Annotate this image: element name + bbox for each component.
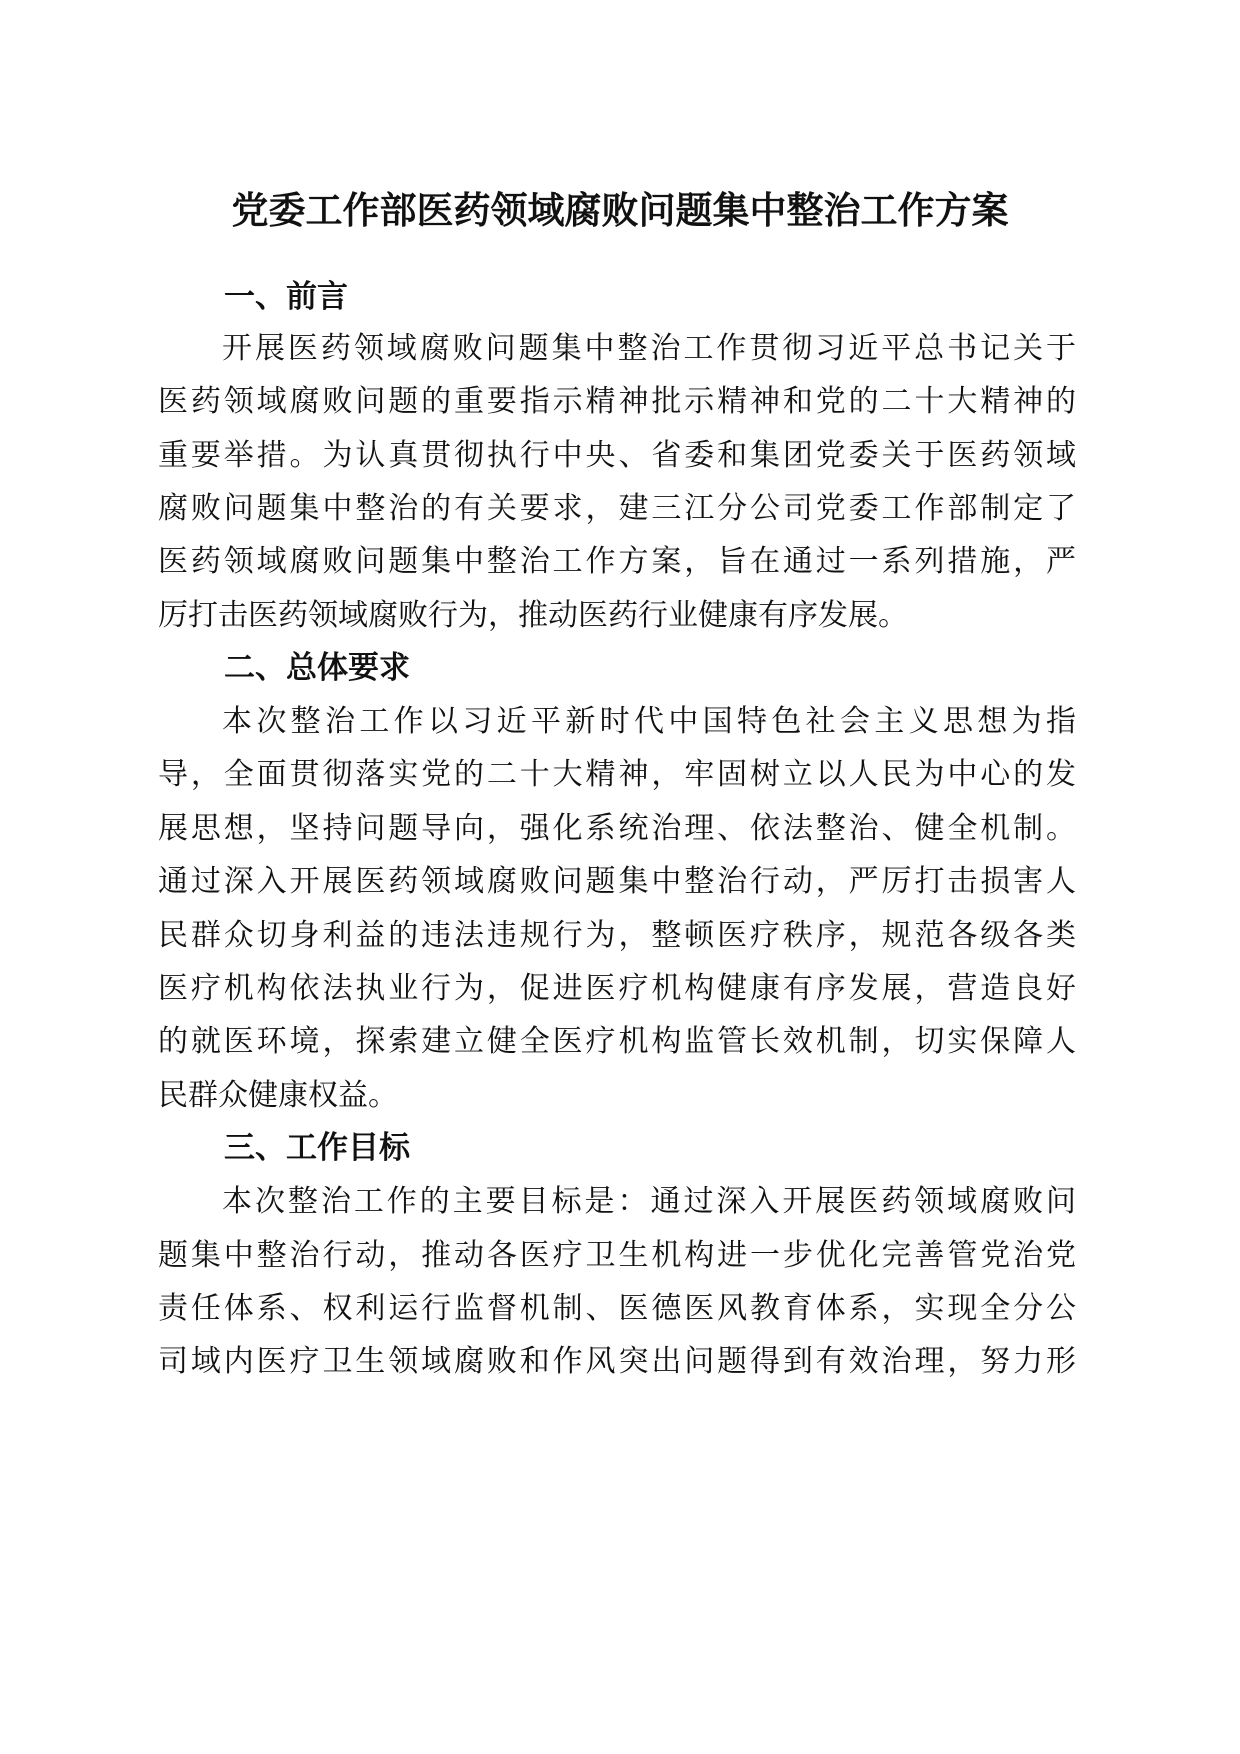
paragraph-line: 腐败问题集中整治的有关要求，建三江分公司党委工作部制定了 bbox=[158, 491, 1076, 526]
paragraph-line: 题集中整治行动，推动各医疗卫生机构进一步优化完善管党治党 bbox=[158, 1238, 1076, 1273]
paragraph-line: 开展医药领域腐败问题集中整治工作贯彻习近平总书记关于 bbox=[222, 331, 1076, 366]
paragraph-line: 导，全面贯彻落实党的二十大精神，牢固树立以人民为中心的发 bbox=[158, 757, 1076, 792]
paragraph-line: 本次整治工作的主要目标是：通过深入开展医药领域腐败问 bbox=[222, 1184, 1076, 1219]
paragraph-line: 医药领域腐败问题的重要指示精神批示精神和党的二十大精神的 bbox=[158, 384, 1076, 419]
section-heading-work-goals: 三、工作目标 bbox=[224, 1130, 410, 1166]
paragraph-line: 本次整治工作以习近平新时代中国特色社会主义思想为指 bbox=[222, 704, 1076, 739]
document-title: 党委工作部医药领域腐败问题集中整治工作方案 bbox=[231, 189, 1009, 232]
paragraph-line: 医疗机构依法执业行为，促进医疗机构健康有序发展，营造良好 bbox=[158, 971, 1076, 1006]
paragraph-line: 司域内医疗卫生领域腐败和作风突出问题得到有效治理，努力形 bbox=[158, 1344, 1076, 1379]
paragraph-line: 重要举措。为认真贯彻执行中央、省委和集团党委关于医药领域 bbox=[158, 438, 1076, 473]
paragraph-line: 民群众健康权益。 bbox=[158, 1078, 398, 1113]
section-heading-general-requirements: 二、总体要求 bbox=[224, 650, 410, 686]
paragraph-line: 通过深入开展医药领域腐败问题集中整治行动，严厉打击损害人 bbox=[158, 864, 1076, 899]
paragraph-line: 展思想，坚持问题导向，强化系统治理、依法整治、健全机制。 bbox=[158, 811, 1076, 846]
paragraph-line: 责任体系、权利运行监督机制、医德医风教育体系，实现全分公 bbox=[158, 1291, 1076, 1326]
section-heading-preface: 一、前言 bbox=[224, 279, 348, 315]
paragraph-line: 医药领域腐败问题集中整治工作方案，旨在通过一系列措施，严 bbox=[158, 544, 1076, 579]
paragraph-line: 厉打击医药领域腐败行为，推动医药行业健康有序发展。 bbox=[158, 598, 908, 633]
paragraph-line: 民群众切身利益的违法违规行为，整顿医疗秩序，规范各级各类 bbox=[158, 918, 1076, 953]
paragraph-line: 的就医环境，探索建立健全医疗机构监管长效机制，切实保障人 bbox=[158, 1024, 1076, 1059]
